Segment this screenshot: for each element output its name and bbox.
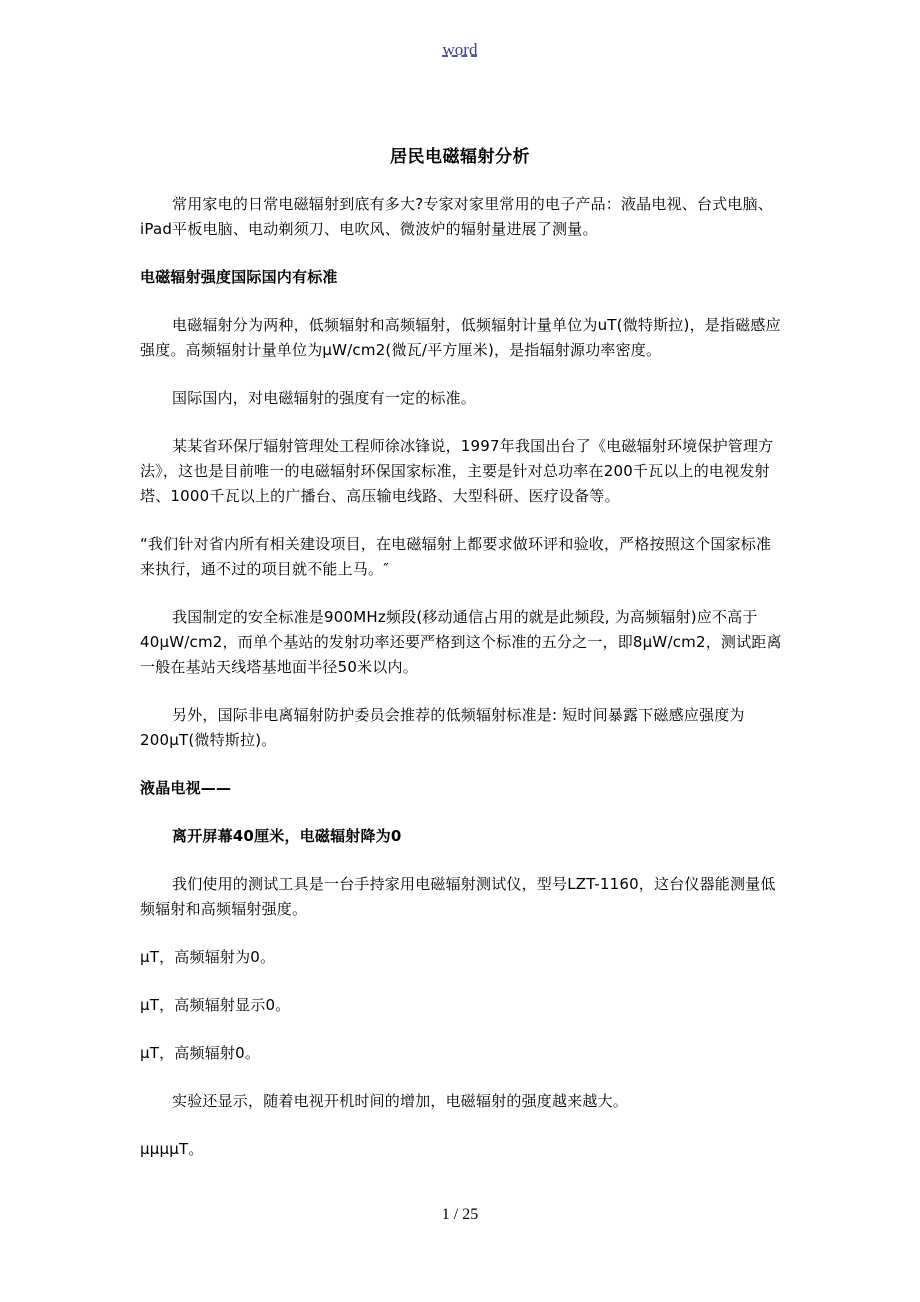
paragraph-standards-exist: 国际国内，对电磁辐射的强度有一定的标准。 bbox=[172, 389, 477, 407]
measurement-line-4: μμμμT。 bbox=[140, 1140, 204, 1158]
section-heading-lcd-tv: 液晶电视—— bbox=[140, 779, 232, 797]
paragraph-quotation: “我们针对省内所有相关建设项目，在电磁辐射上都要求做环评和验收，严格按照这个国家标准来执行，通不过的项目就不能上马。″ bbox=[140, 535, 772, 578]
paragraph-experiment-result: 实验还显示，随着电视开机时间的增加，电磁辐射的强度越来越大。 bbox=[172, 1092, 629, 1110]
paragraph-test-tool: 我们使用的测试工具是一台手持家用电磁辐射测试仪，型号LZT-1160，这台仪器能测量低频辐射和高频辐射强度。 bbox=[140, 875, 776, 918]
intro-paragraph: 常用家电的日常电磁辐射到底有多大?专家对家里常用的电子产品：液晶电视、台式电脑、iPad平板电脑、电动剃须刀、电吹风、微波炉的辐射量进展了测量。 bbox=[140, 195, 773, 238]
subheading-distance: 离开屏幕40厘米，电磁辐射降为0 bbox=[172, 827, 402, 845]
document-title: 居民电磁辐射分析 bbox=[390, 147, 530, 167]
paragraph-low-frequency-standard: 另外，国际非电离辐射防护委员会推荐的低频辐射标准是: 短时间暴露下磁感应强度为200μT(微特斯拉)。 bbox=[140, 706, 745, 749]
paragraph-radiation-types: 电磁辐射分为两种，低频辐射和高频辐射，低频辐射计量单位为uT(微特斯拉)，是指磁感应强度。高频辐射计量单位为μW/cm2(微瓦/平方厘米)，是指辐射源功率密度。 bbox=[140, 316, 781, 359]
paragraph-safety-standard: 我国制定的安全标准是900MHz频段(移动通信占用的就是此频段, 为高频辐射)应不高于40μW/cm2，而单个基站的发射功率还要严格到这个标准的五分之一，即8μW/cm2，测试距离一般在基站天线塔基地面半径50米以内。 bbox=[140, 608, 782, 676]
section-heading-standards: 电磁辐射强度国际国内有标准 bbox=[140, 268, 338, 286]
header-word-link[interactable]: word bbox=[442, 40, 478, 59]
measurement-line-3: μT，高频辐射0。 bbox=[140, 1044, 261, 1062]
measurement-line-1: μT，高频辐射为0。 bbox=[140, 948, 276, 966]
paragraph-engineer-quote: 某某省环保厅辐射管理处工程师徐冰锋说，1997年我国出台了《电磁辐射环境保护管理方法》，这也是目前唯一的电磁辐射环保国家标准，主要是针对总功率在200千瓦以上的电视发射塔、1000千瓦以上的广播台、高压输电线路、大型科研、医疗设备等。 bbox=[140, 437, 774, 505]
document-body bbox=[140, 192, 784, 1185]
measurement-line-2: μT，高频辐射显示0。 bbox=[140, 996, 291, 1014]
page-number: 1 / 25 bbox=[441, 1206, 479, 1223]
